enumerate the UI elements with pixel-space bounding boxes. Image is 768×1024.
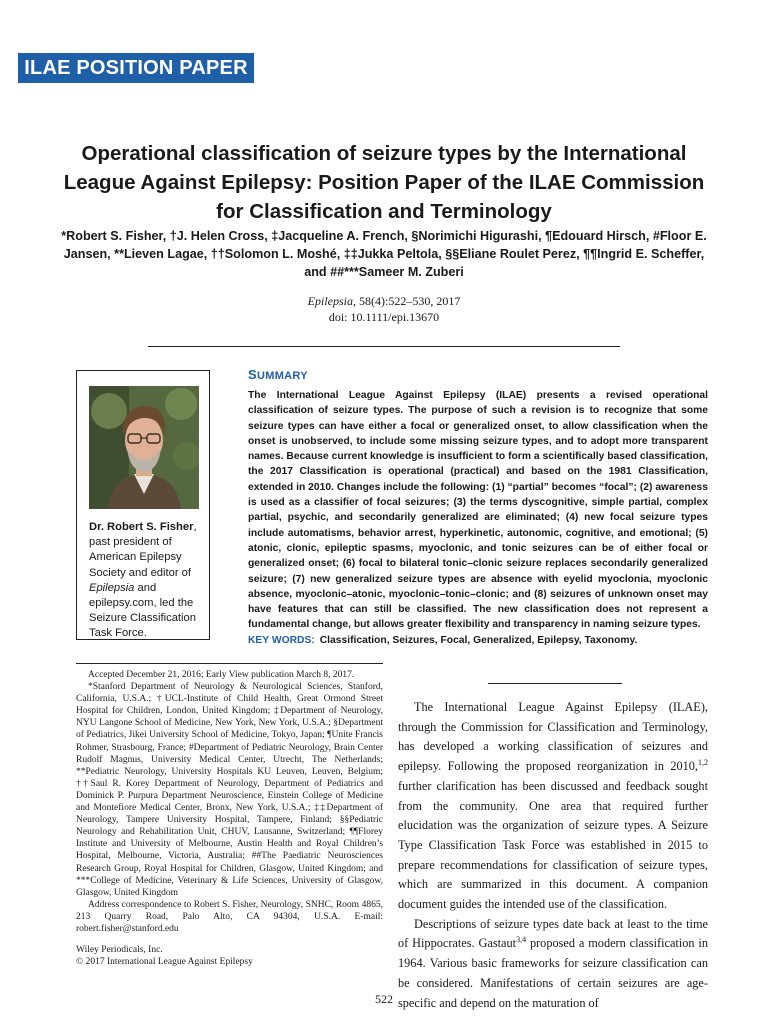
publisher-info — [76, 944, 383, 969]
summary-heading — [248, 367, 308, 382]
doi[interactable]: doi: 10.1111/epi.13670 — [328, 310, 440, 324]
p2-text-a: Descriptions of seizure types date back at least to the time of Hippocrates. Gastaut — [398, 916, 708, 951]
summary-heading-rest: UMMARY — [256, 370, 308, 382]
footnote-divider — [76, 663, 383, 664]
p1-reference[interactable]: 1,2 — [698, 758, 708, 768]
summary-text: The International League Against Epilepsy (ILAE) presents a revised operational classification of seizure types. The purpose of such a revision is to recognize that some seizure types can have either a focal or generalized onset, to allow classification when the onset is unobserved, to include some missing seizure types, and to adopt more transparent names. Because current knowledge is insufficient to form a scientifically based classification, the 2017 Classification is operational (practical) and based on the 1981 Classification, extended in 2010. Changes include the following: (1) “partial” becomes “focal”; (2) awareness is used as a classifier of focal seizures; (3) the terms dyscognitive, simple partial, complex partial, psychic, and secondarily generalized are eliminated; (4) new focal seizure types include automatisms, behavior arrest, hyperkinetic, autonomic, cognitive, and emotional; (5) atonic, clonic, epileptic spasms, myoclonic, and tonic seizures can be of either focal or generalized onset; (6) focal to bilateral tonic–clonic seizure replaces secondarily generalized seizure; (7) new generalized seizure types are absence with eyelid myoclonia, myoclonic absence, myoclonic–atonic, myoclonic–tonic–clonic; and (8) seizures of unknown onset may have features that can still be classified. The new classification does not represent a fundamental change, but allows greater flexibility and transparency in naming seizure types. — [248, 390, 708, 631]
author-portrait-image — [89, 386, 199, 509]
body-column-divider — [488, 683, 622, 684]
correspondence-address: Address correspondence to Robert S. Fisher, Neurology, SNHC, Room 4865, 213 Quarry Road, Palo Alto, CA 94304, U.S.A. E-mail: robert.fisher@stanford.edu — [76, 899, 383, 934]
affiliations: *Stanford Department of Neurology & Neurological Sciences, Stanford, California, U.S.A.; †UCL-Institute of Child Health, Great Ormond Street Hospital for Children, London, United Kingdom; ‡Department of Neurology, NYU Langone School of Medicine, New York, New York, U.S.A.; §Department of Pediatrics, Jikei University School of Medicine, Tokyo, Japan; ¶Unite Francis Rohmer, Strasbourg, France; #Department of Pediatric Neurology, Brain Center Rudolf Magnus, University Medical Center, Utrecht, The Netherlands; **Pediatric Neurology, University Hospitals KU Leuven, Leuven, Belgium; ††Saul R. Korey Department of Neurology, Department of Pediatrics and Dominick P. Purpura Department Neuroscience, Einstein College of Medicine and Montefiore Medical Center, Bronx, New York, U.S.A.; ‡‡Department of Neurology, Tampere University Hospital, Tampere, Finland; §§Pediatric Neurology and Rehabilitation Unit, CHUV, Lausanne, Switzerland; ¶¶Florey Institute and University of Melbourne, Austin Health and Royal Children’s Hospital, Melbourne, Victoria, Australia; ##The Paediatric Neurosciences Research Group, Royal Hospital for Children, Glasgow, United Kingdom; and ***College of Medicine, Veterinary & Life Sciences, University of Glasgow, Glasgow, United Kingdom — [76, 682, 383, 898]
publisher-line: Wiley Periodicals, Inc. — [76, 945, 163, 955]
author-list: *Robert S. Fisher, †J. Helen Cross, ‡Jacqueline A. French, §Norimichi Higurashi, ¶Edouard Hirsch, #Floor E. Jansen, **Lieven Lagae, ††Solomon L. Moshé, ‡‡Jukka Peltola, §§Eliane Roulet Perez, ¶¶Ingrid E. Scheffer, and ##***Sameer M. Zuberi — [61, 229, 707, 279]
p1-text-a: The International League Against Epilepsy (ILAE), through the Commission for Classification and Terminology, has developed a working classification of seizures and epilepsy. Following the proposed reorganization in 2010, — [398, 700, 708, 774]
title-divider — [148, 346, 620, 347]
p1-text-b: further clarification has been discussed and feedback sought from the community. One area that required further elucidation was the organization of seizure types. A Seizure Type Classification Task Force was established in 2015 to prepare recommendations for classification of seizure types, which are summarized in this document. A companion document guides the intended use of the classification. — [398, 778, 708, 912]
author-photo-box — [76, 370, 210, 640]
accepted-date: Accepted December 21, 2016; Early View publication March 8, 2017. — [88, 670, 355, 680]
caption-name: Dr. Robert S. Fisher — [89, 521, 194, 533]
journal-name: Epilepsia — [307, 294, 353, 308]
summary-heading-initial: S — [248, 367, 257, 382]
caption-text-1: , past president of American Epilepsy Society and editor of — [89, 521, 197, 579]
keywords-text: Classification, Seizures, Focal, Generalized, Epilepsy, Taxonomy. — [319, 635, 638, 646]
citation — [200, 293, 568, 325]
keywords — [248, 633, 708, 648]
caption-text-2: and epilepsy.com, led the Seizure Classification Task Force. — [89, 581, 196, 640]
p2-text-b: proposed a modern classification in 1964. Various basic frameworks for seizure classification can be considered. Manifestations of certain seizures are age-specific and depend on the maturation of — [398, 936, 708, 1010]
keywords-label: KEY WORDS: — [248, 635, 315, 646]
article-title: Operational classification of seizure types by the International League Against Epilepsy: Position Paper of the ILAE Commission for Classification and Terminology — [63, 142, 705, 223]
volume-pages: , 58(4):522–530, 2017 — [353, 294, 461, 308]
author-photo — [89, 386, 199, 509]
caption-journal: Epilepsia — [89, 581, 135, 594]
body-paragraph-1 — [398, 698, 708, 915]
page-number: 522 — [375, 992, 393, 1006]
photo-caption — [89, 520, 205, 642]
footnotes — [76, 669, 383, 935]
p2-reference[interactable]: 3,4 — [516, 935, 527, 945]
section-banner: ILAE POSITION PAPER — [18, 53, 254, 83]
copyright-line: © 2017 International League Against Epilepsy — [76, 957, 253, 968]
body-text — [398, 698, 708, 1013]
